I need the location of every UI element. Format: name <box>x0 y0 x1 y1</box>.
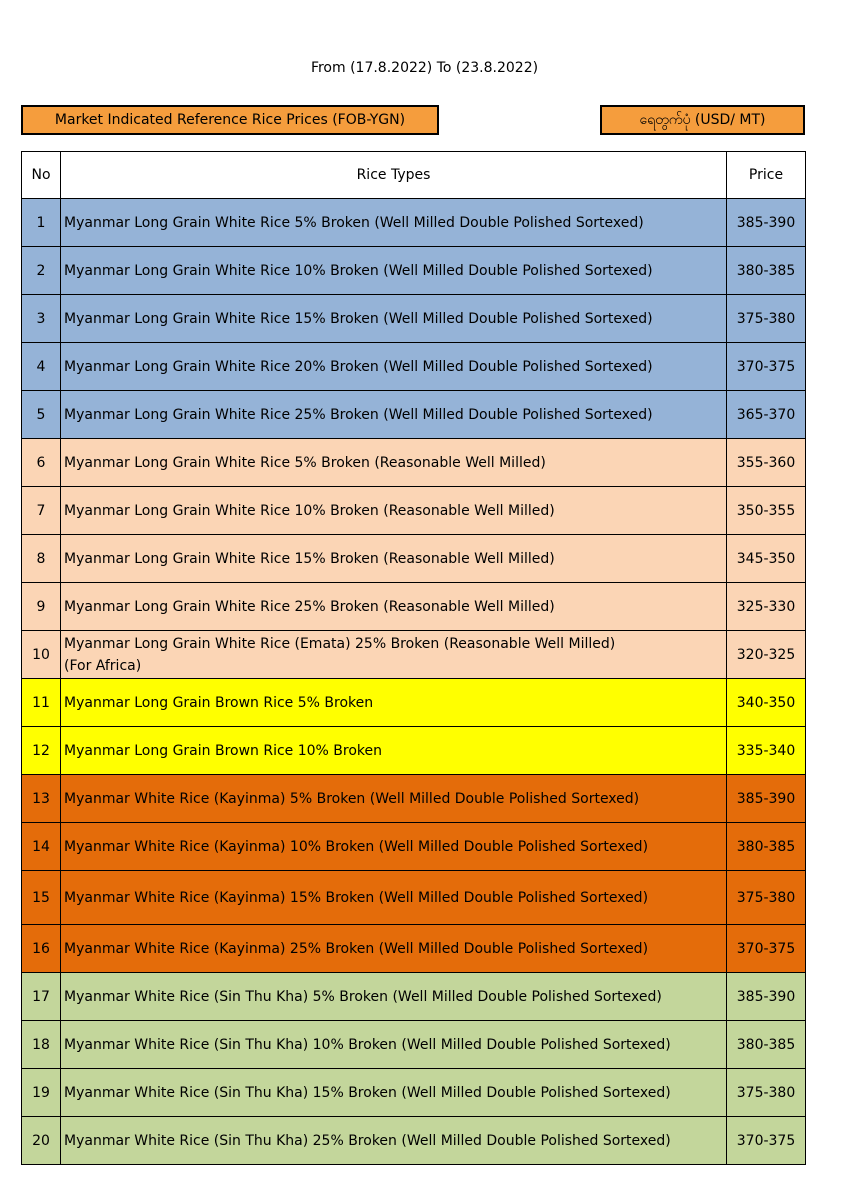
price: 380-385 <box>727 247 806 295</box>
price: 370-375 <box>727 343 806 391</box>
table-row <box>22 439 806 487</box>
date-range: From (17.8.2022) To (23.8.2022) <box>310 60 539 76</box>
table-row <box>22 295 806 343</box>
table-row <box>22 535 806 583</box>
price: 320-325 <box>727 631 806 679</box>
row-number: 5 <box>22 391 61 439</box>
column-header-no: No <box>22 152 61 199</box>
rice-type: Myanmar Long Grain White Rice 15% Broken (Reasonable Well Milled) <box>61 535 727 583</box>
rice-type: Myanmar Long Grain Brown Rice 5% Broken <box>61 679 727 727</box>
rice-type: Myanmar White Rice (Sin Thu Kha) 10% Broken (Well Milled Double Polished Sortexed) <box>61 1021 727 1069</box>
row-number: 11 <box>22 679 61 727</box>
row-number: 10 <box>22 631 61 679</box>
rice-type: Myanmar White Rice (Kayinma) 10% Broken (Well Milled Double Polished Sortexed) <box>61 823 727 871</box>
table-row <box>22 487 806 535</box>
price: 355-360 <box>727 439 806 487</box>
row-number: 15 <box>22 871 61 925</box>
price: 370-375 <box>727 925 806 973</box>
price: 335-340 <box>727 727 806 775</box>
rice-type-line-1: Myanmar Long Grain White Rice (Emata) 25% Broken (Reasonable Well Milled) <box>64 635 616 652</box>
rice-type: Myanmar White Rice (Sin Thu Kha) 25% Broken (Well Milled Double Polished Sortexed) <box>61 1117 727 1165</box>
price: 345-350 <box>727 535 806 583</box>
rice-type: Myanmar Long Grain White Rice 25% Broken (Well Milled Double Polished Sortexed) <box>61 391 727 439</box>
table-row <box>22 1117 806 1165</box>
table-row <box>22 343 806 391</box>
table-row <box>22 583 806 631</box>
row-number: 1 <box>22 199 61 247</box>
table-header-row <box>22 152 806 199</box>
rice-type: Myanmar Long Grain Brown Rice 10% Broken <box>61 727 727 775</box>
row-number: 18 <box>22 1021 61 1069</box>
reference-prices-label: Market Indicated Reference Rice Prices (FOB-YGN) <box>21 105 439 135</box>
rice-type-line-2: (For Africa) <box>64 657 142 674</box>
price: 340-350 <box>727 679 806 727</box>
rice-type: Myanmar White Rice (Kayinma) 5% Broken (Well Milled Double Polished Sortexed) <box>61 775 727 823</box>
row-number: 17 <box>22 973 61 1021</box>
price: 380-385 <box>727 1021 806 1069</box>
table-row <box>22 391 806 439</box>
row-number: 2 <box>22 247 61 295</box>
rice-type: Myanmar White Rice (Sin Thu Kha) 15% Broken (Well Milled Double Polished Sortexed) <box>61 1069 727 1117</box>
rice-type: Myanmar Long Grain White Rice 10% Broken (Well Milled Double Polished Sortexed) <box>61 247 727 295</box>
table-row <box>22 199 806 247</box>
rice-type: Myanmar White Rice (Sin Thu Kha) 5% Broken (Well Milled Double Polished Sortexed) <box>61 973 727 1021</box>
row-number: 19 <box>22 1069 61 1117</box>
row-number: 20 <box>22 1117 61 1165</box>
column-header-price: Price <box>727 152 806 199</box>
rice-type: Myanmar Long Grain White Rice 10% Broken (Reasonable Well Milled) <box>61 487 727 535</box>
price: 365-370 <box>727 391 806 439</box>
rice-type: Myanmar Long Grain White Rice 5% Broken (Well Milled Double Polished Sortexed) <box>61 199 727 247</box>
table-row <box>22 973 806 1021</box>
price: 375-380 <box>727 1069 806 1117</box>
table-row <box>22 631 806 679</box>
price: 385-390 <box>727 775 806 823</box>
row-number: 12 <box>22 727 61 775</box>
row-number: 6 <box>22 439 61 487</box>
row-number: 7 <box>22 487 61 535</box>
table-row <box>22 823 806 871</box>
table-row <box>22 925 806 973</box>
column-header-rice-types: Rice Types <box>61 152 727 199</box>
unit-label: ရေတွက်ပုံ (USD/ MT) <box>600 105 805 135</box>
rice-type: Myanmar Long Grain White Rice 15% Broken (Well Milled Double Polished Sortexed) <box>61 295 727 343</box>
price: 370-375 <box>727 1117 806 1165</box>
row-number: 3 <box>22 295 61 343</box>
rice-type: Myanmar White Rice (Kayinma) 15% Broken (Well Milled Double Polished Sortexed) <box>61 871 727 925</box>
price: 350-355 <box>727 487 806 535</box>
table-row <box>22 727 806 775</box>
rice-price-table <box>21 151 806 1165</box>
table-row <box>22 679 806 727</box>
rice-type: Myanmar Long Grain White Rice 25% Broken (Reasonable Well Milled) <box>61 583 727 631</box>
price: 375-380 <box>727 295 806 343</box>
row-number: 14 <box>22 823 61 871</box>
table-row <box>22 775 806 823</box>
price: 325-330 <box>727 583 806 631</box>
table-row <box>22 1021 806 1069</box>
row-number: 8 <box>22 535 61 583</box>
rice-type <box>61 631 727 679</box>
price: 385-390 <box>727 973 806 1021</box>
price: 375-380 <box>727 871 806 925</box>
table-row <box>22 247 806 295</box>
table-row <box>22 1069 806 1117</box>
row-number: 16 <box>22 925 61 973</box>
rice-type: Myanmar White Rice (Kayinma) 25% Broken (Well Milled Double Polished Sortexed) <box>61 925 727 973</box>
rice-type: Myanmar Long Grain White Rice 20% Broken (Well Milled Double Polished Sortexed) <box>61 343 727 391</box>
price: 385-390 <box>727 199 806 247</box>
row-number: 13 <box>22 775 61 823</box>
row-number: 9 <box>22 583 61 631</box>
rice-type: Myanmar Long Grain White Rice 5% Broken (Reasonable Well Milled) <box>61 439 727 487</box>
row-number: 4 <box>22 343 61 391</box>
table-row <box>22 871 806 925</box>
price: 380-385 <box>727 823 806 871</box>
